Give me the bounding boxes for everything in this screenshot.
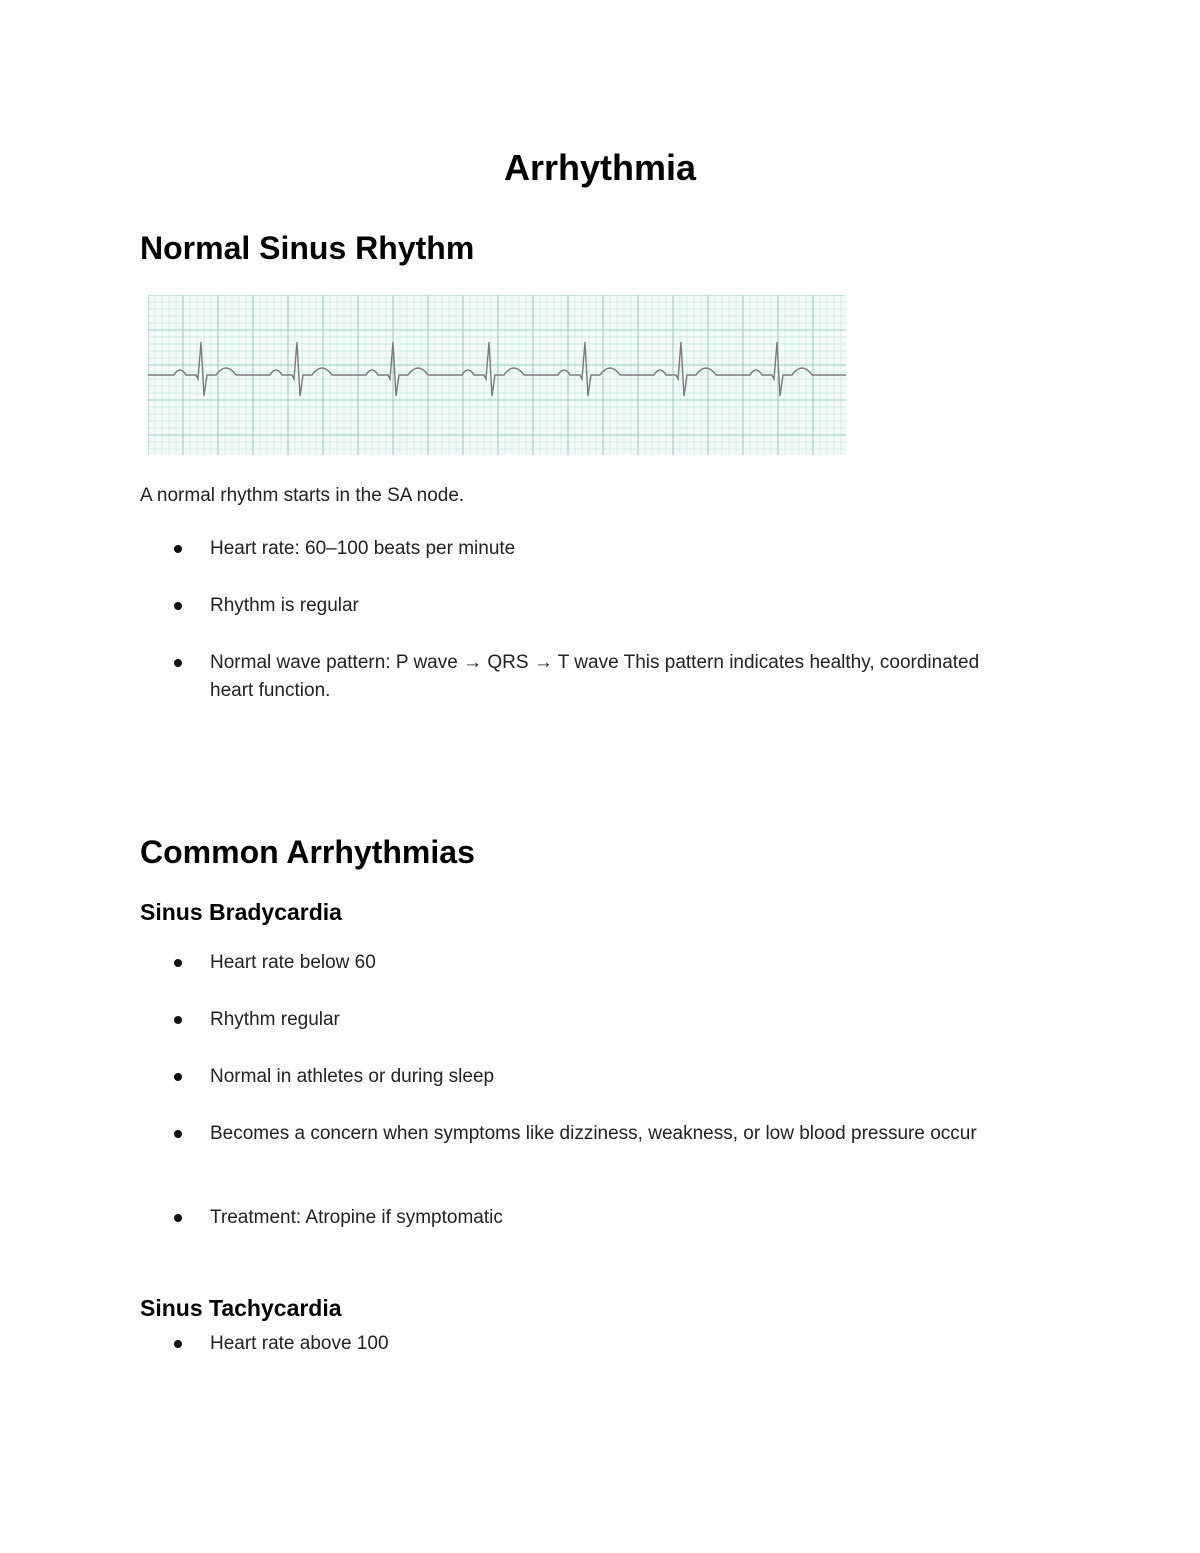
list-item — [174, 1063, 1054, 1091]
list-item — [174, 1330, 1054, 1358]
intro-paragraph: A normal rhythm starts in the SA node. — [140, 485, 465, 506]
bullet-icon — [174, 1016, 182, 1024]
subheading-sinus-tachycardia: Sinus Tachycardia — [140, 1295, 342, 1321]
list-item-text: Becomes a concern when symptoms like dizziness, weakness, or low blood pressure occur — [210, 1123, 977, 1144]
subheading-sinus-bradycardia: Sinus Bradycardia — [140, 899, 342, 925]
bullet-icon — [174, 602, 182, 610]
section-heading-normal-sinus: Normal Sinus Rhythm — [140, 230, 475, 266]
list-item — [174, 1204, 1054, 1232]
list-item-text: Heart rate below 60 — [210, 952, 376, 973]
list-item — [174, 592, 1054, 620]
list-item — [174, 535, 1054, 563]
ecg-strip-image — [148, 295, 846, 455]
list-item-text: Rhythm regular — [210, 1009, 340, 1030]
bullet-icon — [174, 959, 182, 967]
bullet-icon — [174, 1130, 182, 1138]
list-item — [174, 649, 994, 705]
list-item — [174, 1120, 1054, 1148]
bullet-icon — [174, 545, 182, 553]
document-title: Arrhythmia — [503, 147, 697, 188]
list-item-text: Rhythm is regular — [210, 595, 359, 616]
list-item-text: Normal in athletes or during sleep — [210, 1066, 495, 1087]
bullet-icon — [174, 1214, 182, 1222]
bullet-icon — [174, 1073, 182, 1081]
list-item — [174, 949, 1054, 977]
bullet-icon — [174, 659, 182, 667]
list-item-text: Normal wave pattern: P wave → QRS → T wave This pattern indicates healthy, coordinated heart function. — [210, 652, 980, 701]
bullet-icon — [174, 1340, 182, 1348]
list-item-text: Heart rate above 100 — [210, 1333, 389, 1354]
list-item — [174, 1006, 1054, 1034]
list-item-text: Heart rate: 60–100 beats per minute — [210, 538, 516, 559]
list-item-text: Treatment: Atropine if symptomatic — [210, 1207, 503, 1228]
section-heading-common-arrhythmias: Common Arrhythmias — [140, 834, 475, 870]
